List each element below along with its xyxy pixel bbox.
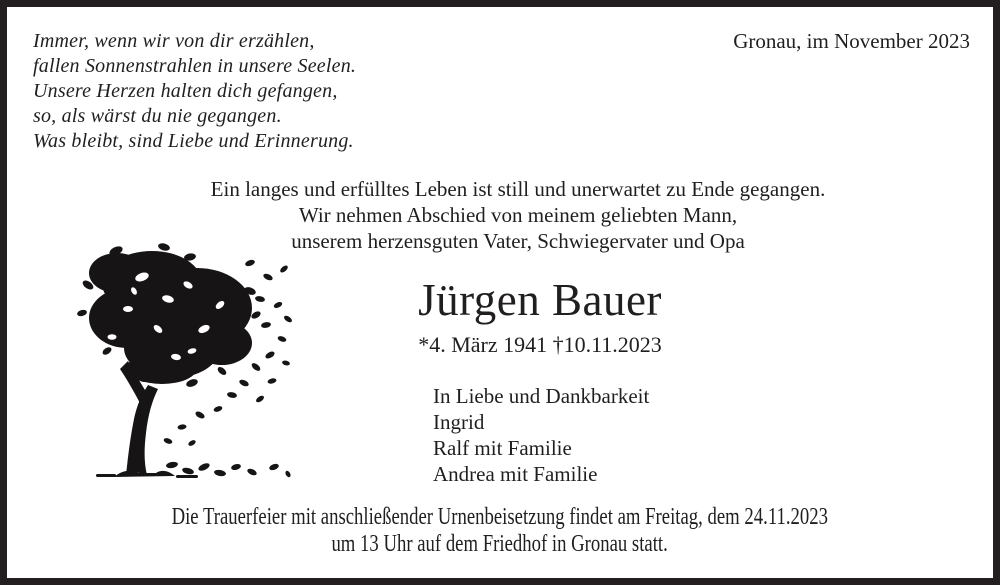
life-dates: *4. März 1941 †10.11.2023 — [418, 332, 662, 357]
funeral-line-text: Die Trauerfeier mit anschließender Urnenbeisetzung findet am Freitag, dem 24.11.2023 — [171, 504, 829, 530]
poem-line: fallen Sonnenstrahlen in unsere Seelen. — [33, 55, 357, 77]
mourner-name: Andrea mit Familie — [433, 462, 598, 486]
poem-line: Unsere Herzen halten dich gefangen, — [33, 80, 338, 102]
mourner-name: Ingrid — [433, 410, 485, 434]
announcement-line: Wir nehmen Abschied von meinem geliebten Mann, — [298, 203, 738, 227]
tree-canopy — [76, 243, 261, 388]
funeral-line-text: um 13 Uhr auf dem Friedhof in Gronau statt. — [331, 531, 669, 557]
death-announcement — [118, 176, 918, 254]
mourner-name: Ralf mit Familie — [433, 436, 572, 460]
memorial-poem — [33, 29, 356, 154]
poem-line: Immer, wenn wir von dir erzählen, — [33, 30, 315, 52]
poem-line: so, als wärst du nie gegangen. — [33, 105, 282, 127]
place-dateline: Gronau, im November 2023 — [733, 29, 970, 53]
announcement-line: unserem herzensguten Vater, Schwiegervater und Opa — [291, 229, 745, 253]
funeral-line — [7, 504, 993, 531]
mourners-list — [433, 383, 649, 487]
announcement-line: Ein langes und erfülltes Leben ist still und unerwartet zu Ende gegangen. — [210, 177, 826, 201]
deceased-block — [240, 277, 840, 357]
funeral-line — [7, 531, 993, 558]
mourners-intro: In Liebe und Dankbarkeit — [433, 384, 650, 408]
poem-line: Was bleibt, sind Liebe und Erinnerung. — [33, 130, 354, 152]
funeral-information — [7, 504, 993, 558]
deceased-name: Jürgen Bauer — [418, 275, 662, 325]
